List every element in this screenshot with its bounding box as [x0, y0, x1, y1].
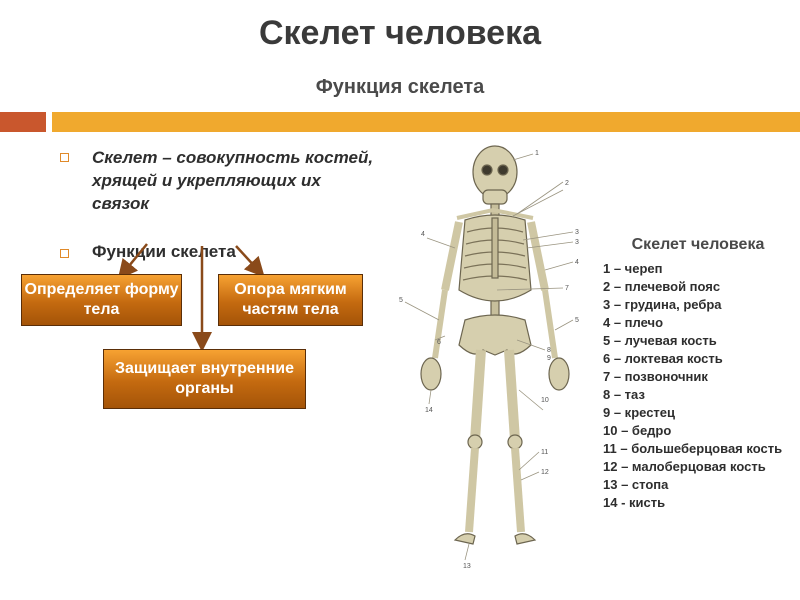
arrow-right [236, 246, 258, 270]
function-box-support [218, 274, 363, 326]
label-5b: 5 [575, 317, 579, 324]
label-13: 13 [463, 563, 471, 570]
legend-item: 13 – стопа [603, 477, 669, 492]
legend-item: 3 – грудина, ребра [603, 297, 722, 312]
function-box-protect-label: Защищает внутренние органы [115, 360, 294, 397]
legend-item: 8 – таз [603, 387, 645, 402]
label-8: 8 [547, 347, 551, 354]
legend-item: 6 – локтевая кость [603, 351, 723, 366]
legend-item: 11 – большеберцовая кость [603, 441, 783, 456]
skeleton-illustration [395, 140, 595, 570]
label-11: 11 [541, 449, 549, 456]
label-14: 14 [425, 407, 433, 414]
label-2: 2 [565, 180, 569, 187]
label-9: 9 [547, 355, 551, 362]
legend-item: 4 – плечо [603, 315, 664, 330]
label-6: 6 [437, 339, 441, 346]
legend-title: Скелет человека [631, 236, 765, 253]
legend-item: 9 – крестец [603, 405, 676, 420]
function-box-shape-label: Определяет форму тела [24, 281, 179, 318]
function-box-support-label: Опора мягким частям тела [234, 281, 347, 318]
slide-title: Скелет человека [258, 14, 542, 52]
label-1: 1 [535, 150, 539, 157]
label-10: 10 [541, 397, 549, 404]
legend-item: 12 – малоберцовая кость [603, 459, 766, 474]
label-3a: 3 [575, 229, 579, 236]
label-5a: 5 [399, 297, 403, 304]
label-3b: 3 [575, 239, 579, 246]
slide-subtitle: Функция скелета [315, 76, 485, 98]
legend-panel [603, 236, 793, 512]
legend-item: 1 – череп [603, 261, 663, 276]
function-box-shape [21, 274, 182, 326]
legend-item: 7 – позвоночник [603, 369, 708, 384]
legend-item: 2 – плечевой пояс [603, 279, 721, 294]
label-4a: 4 [421, 231, 425, 238]
function-box-protect [103, 349, 306, 409]
label-12: 12 [541, 469, 549, 476]
label-4b: 4 [575, 259, 579, 266]
functions-heading: Функции скелета [92, 242, 236, 261]
legend-item: 14 - кисть [603, 495, 666, 510]
arrow-left [124, 244, 147, 272]
label-7: 7 [565, 285, 569, 292]
legend-item: 10 – бедро [603, 423, 672, 438]
legend-item: 5 – лучевая кость [603, 333, 717, 348]
definition-text: Скелет – совокупность костей, хрящей и укрепляющих их связок [92, 148, 374, 213]
